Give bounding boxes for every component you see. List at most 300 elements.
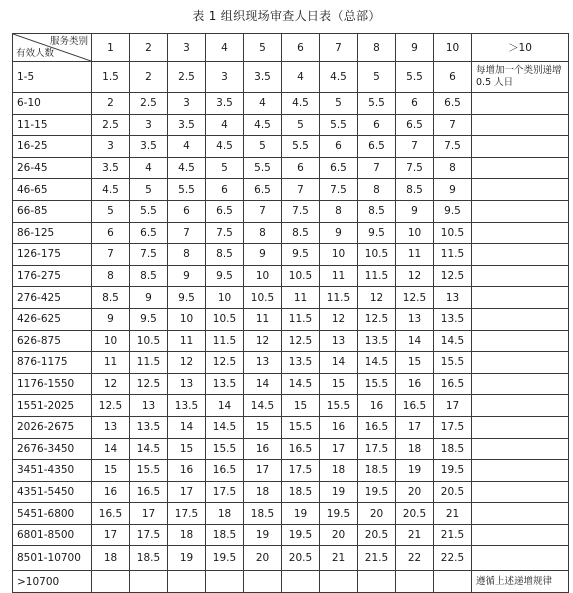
value-cell: 3.5 bbox=[206, 93, 244, 115]
value-cell: 3 bbox=[92, 136, 130, 158]
value-cell: 18 bbox=[206, 503, 244, 525]
value-cell: 7.5 bbox=[206, 222, 244, 244]
value-cell: 14 bbox=[206, 395, 244, 417]
value-cell: 18.5 bbox=[358, 460, 396, 482]
value-cell: 9.5 bbox=[130, 308, 168, 330]
value-cell: 4.5 bbox=[282, 93, 320, 115]
value-cell: 2.5 bbox=[92, 114, 130, 136]
value-cell: 19 bbox=[282, 503, 320, 525]
corner-bottom-label: 有效人数 bbox=[16, 48, 55, 59]
value-cell: 19 bbox=[320, 481, 358, 503]
value-cell: 18 bbox=[320, 460, 358, 482]
value-cell: 4.5 bbox=[92, 179, 130, 201]
value-cell: 8 bbox=[92, 265, 130, 287]
value-cell: 5 bbox=[92, 200, 130, 222]
value-cell: 13 bbox=[320, 330, 358, 352]
value-cell: 11 bbox=[244, 308, 282, 330]
value-cell: 7 bbox=[244, 200, 282, 222]
note-cell bbox=[472, 114, 569, 136]
row-label: 1551-2025 bbox=[13, 395, 92, 417]
value-cell: 2.5 bbox=[130, 93, 168, 115]
column-header: 5 bbox=[244, 34, 282, 62]
value-cell: 18 bbox=[396, 438, 434, 460]
value-cell: 16 bbox=[168, 460, 206, 482]
value-cell: 6.5 bbox=[396, 114, 434, 136]
value-cell: 14 bbox=[244, 373, 282, 395]
value-cell: 11 bbox=[92, 352, 130, 374]
value-cell: 10 bbox=[92, 330, 130, 352]
value-cell: 6.5 bbox=[130, 222, 168, 244]
note-cell bbox=[472, 157, 569, 179]
value-cell: 19 bbox=[396, 460, 434, 482]
value-cell: 7 bbox=[396, 136, 434, 158]
value-cell: 17 bbox=[244, 460, 282, 482]
value-cell: 21.5 bbox=[434, 524, 472, 546]
value-cell: 8.5 bbox=[282, 222, 320, 244]
value-cell: 14.5 bbox=[358, 352, 396, 374]
value-cell: 15.5 bbox=[130, 460, 168, 482]
value-cell: 15.5 bbox=[282, 416, 320, 438]
table-row bbox=[13, 460, 569, 482]
header-row bbox=[13, 34, 569, 62]
value-cell: 4 bbox=[282, 62, 320, 93]
value-cell: 16.5 bbox=[206, 460, 244, 482]
value-cell: 10.5 bbox=[244, 287, 282, 309]
value-cell: 14 bbox=[396, 330, 434, 352]
row-label: 1-5 bbox=[13, 62, 92, 93]
row-label: >10700 bbox=[13, 571, 92, 593]
value-cell: 14.5 bbox=[206, 416, 244, 438]
value-cell: 11.5 bbox=[282, 308, 320, 330]
value-cell: 19.5 bbox=[320, 503, 358, 525]
value-cell: 7.5 bbox=[396, 157, 434, 179]
table-row bbox=[13, 136, 569, 158]
value-cell: 17 bbox=[130, 503, 168, 525]
value-cell: 16 bbox=[244, 438, 282, 460]
note-cell bbox=[472, 179, 569, 201]
value-cell: 20 bbox=[396, 481, 434, 503]
value-cell: 13.5 bbox=[206, 373, 244, 395]
value-cell: 19.5 bbox=[358, 481, 396, 503]
value-cell: 4.5 bbox=[168, 157, 206, 179]
column-header: 3 bbox=[168, 34, 206, 62]
value-cell: 9.5 bbox=[434, 200, 472, 222]
corner-cell bbox=[13, 34, 92, 62]
value-cell: 16 bbox=[92, 481, 130, 503]
value-cell: 17.5 bbox=[282, 460, 320, 482]
value-cell bbox=[92, 571, 130, 593]
row-label: 26-45 bbox=[13, 157, 92, 179]
value-cell: 10 bbox=[206, 287, 244, 309]
note-cell bbox=[472, 524, 569, 546]
column-header: 7 bbox=[320, 34, 358, 62]
value-cell: 6.5 bbox=[244, 179, 282, 201]
value-cell: 9 bbox=[92, 308, 130, 330]
value-cell: 8.5 bbox=[92, 287, 130, 309]
value-cell: 13 bbox=[92, 416, 130, 438]
value-cell: 12 bbox=[168, 352, 206, 374]
value-cell: 16.5 bbox=[282, 438, 320, 460]
value-cell: 3.5 bbox=[130, 136, 168, 158]
note-cell bbox=[472, 308, 569, 330]
value-cell: 17.5 bbox=[168, 503, 206, 525]
value-cell: 18 bbox=[168, 524, 206, 546]
note-cell: 遵循上述递增规律 bbox=[472, 571, 569, 593]
table-row bbox=[13, 481, 569, 503]
value-cell: 2 bbox=[92, 93, 130, 115]
column-header: 4 bbox=[206, 34, 244, 62]
value-cell: 20.5 bbox=[396, 503, 434, 525]
value-cell: 11 bbox=[168, 330, 206, 352]
value-cell: 13.5 bbox=[358, 330, 396, 352]
note-cell bbox=[472, 503, 569, 525]
value-cell: 17.5 bbox=[206, 481, 244, 503]
value-cell: 15 bbox=[320, 373, 358, 395]
value-cell: 5 bbox=[206, 157, 244, 179]
column-header: 9 bbox=[396, 34, 434, 62]
row-label: 3451-4350 bbox=[13, 460, 92, 482]
value-cell: 9.5 bbox=[206, 265, 244, 287]
note-cell bbox=[472, 438, 569, 460]
value-cell: 1.5 bbox=[92, 62, 130, 93]
value-cell: 6.5 bbox=[206, 200, 244, 222]
value-cell: 5.5 bbox=[358, 93, 396, 115]
value-cell: 13.5 bbox=[168, 395, 206, 417]
table-row bbox=[13, 222, 569, 244]
value-cell: 19.5 bbox=[206, 546, 244, 571]
value-cell: 4 bbox=[244, 93, 282, 115]
row-label: 8501-10700 bbox=[13, 546, 92, 571]
value-cell bbox=[282, 571, 320, 593]
value-cell: 14 bbox=[92, 438, 130, 460]
value-cell: 4 bbox=[168, 136, 206, 158]
value-cell: 10 bbox=[396, 222, 434, 244]
value-cell: 13 bbox=[130, 395, 168, 417]
note-cell bbox=[472, 481, 569, 503]
value-cell: 9.5 bbox=[168, 287, 206, 309]
value-cell: 12 bbox=[244, 330, 282, 352]
value-cell: 11.5 bbox=[434, 244, 472, 266]
value-cell: 6 bbox=[206, 179, 244, 201]
value-cell: 14 bbox=[320, 352, 358, 374]
table-row bbox=[13, 244, 569, 266]
value-cell: 5 bbox=[320, 93, 358, 115]
value-cell: 19.5 bbox=[282, 524, 320, 546]
table-row bbox=[13, 438, 569, 460]
row-label: 66-85 bbox=[13, 200, 92, 222]
value-cell: 7.5 bbox=[320, 179, 358, 201]
value-cell: 5 bbox=[130, 179, 168, 201]
value-cell: 19 bbox=[168, 546, 206, 571]
value-cell: 20.5 bbox=[434, 481, 472, 503]
value-cell bbox=[434, 571, 472, 593]
value-cell: 7 bbox=[282, 179, 320, 201]
value-cell: 8.5 bbox=[396, 179, 434, 201]
value-cell: 15.5 bbox=[358, 373, 396, 395]
audit-man-days-table bbox=[12, 33, 569, 593]
value-cell: 2 bbox=[130, 62, 168, 93]
value-cell: 9 bbox=[396, 200, 434, 222]
value-cell: 4.5 bbox=[244, 114, 282, 136]
value-cell: 6.5 bbox=[320, 157, 358, 179]
value-cell: 13 bbox=[168, 373, 206, 395]
note-cell bbox=[472, 222, 569, 244]
value-cell: 3 bbox=[130, 114, 168, 136]
value-cell: 12 bbox=[358, 287, 396, 309]
value-cell: 5 bbox=[282, 114, 320, 136]
note-cell bbox=[472, 287, 569, 309]
value-cell bbox=[206, 571, 244, 593]
row-label: 86-125 bbox=[13, 222, 92, 244]
value-cell: 15.5 bbox=[206, 438, 244, 460]
value-cell: 8.5 bbox=[358, 200, 396, 222]
value-cell: 14.5 bbox=[282, 373, 320, 395]
value-cell: 16 bbox=[396, 373, 434, 395]
value-cell: 12.5 bbox=[396, 287, 434, 309]
value-cell: 10 bbox=[168, 308, 206, 330]
value-cell: 3.5 bbox=[92, 157, 130, 179]
row-label: 626-875 bbox=[13, 330, 92, 352]
value-cell: 17 bbox=[92, 524, 130, 546]
table-row bbox=[13, 330, 569, 352]
value-cell: 22.5 bbox=[434, 546, 472, 571]
row-label: 1176-1550 bbox=[13, 373, 92, 395]
value-cell: 11 bbox=[320, 265, 358, 287]
value-cell: 12 bbox=[92, 373, 130, 395]
value-cell bbox=[358, 571, 396, 593]
value-cell: 17.5 bbox=[358, 438, 396, 460]
note-cell bbox=[472, 460, 569, 482]
value-cell: 8 bbox=[244, 222, 282, 244]
value-cell: 5.5 bbox=[396, 62, 434, 93]
value-cell: 5.5 bbox=[320, 114, 358, 136]
row-label: 46-65 bbox=[13, 179, 92, 201]
value-cell: 6 bbox=[434, 62, 472, 93]
table-title: 表 1 组织现场审查人日表（总部） bbox=[192, 9, 381, 23]
value-cell: 10 bbox=[244, 265, 282, 287]
value-cell: 11 bbox=[396, 244, 434, 266]
value-cell: 16.5 bbox=[92, 503, 130, 525]
row-label: 426-625 bbox=[13, 308, 92, 330]
value-cell: 15 bbox=[282, 395, 320, 417]
row-label: 876-1175 bbox=[13, 352, 92, 374]
value-cell: 8 bbox=[168, 244, 206, 266]
value-cell: 16.5 bbox=[130, 481, 168, 503]
row-label: 126-175 bbox=[13, 244, 92, 266]
table-row bbox=[13, 571, 569, 593]
note-cell bbox=[472, 265, 569, 287]
value-cell: 15 bbox=[168, 438, 206, 460]
value-cell: 3 bbox=[206, 62, 244, 93]
value-cell: 9 bbox=[434, 179, 472, 201]
table-row bbox=[13, 200, 569, 222]
value-cell: 13.5 bbox=[130, 416, 168, 438]
value-cell: 4.5 bbox=[320, 62, 358, 93]
value-cell: 5 bbox=[244, 136, 282, 158]
value-cell: 20 bbox=[358, 503, 396, 525]
value-cell: 7 bbox=[168, 222, 206, 244]
value-cell: 11.5 bbox=[206, 330, 244, 352]
value-cell: 15.5 bbox=[434, 352, 472, 374]
table-body bbox=[13, 34, 569, 593]
value-cell: 20 bbox=[244, 546, 282, 571]
value-cell: 18.5 bbox=[434, 438, 472, 460]
value-cell: 6 bbox=[168, 200, 206, 222]
row-label: 6801-8500 bbox=[13, 524, 92, 546]
value-cell: 10.5 bbox=[358, 244, 396, 266]
value-cell: 4 bbox=[130, 157, 168, 179]
value-cell: 12.5 bbox=[130, 373, 168, 395]
table-row bbox=[13, 265, 569, 287]
row-label: 276-425 bbox=[13, 287, 92, 309]
value-cell: 8 bbox=[320, 200, 358, 222]
table-row bbox=[13, 546, 569, 571]
note-cell bbox=[472, 416, 569, 438]
column-header: 8 bbox=[358, 34, 396, 62]
value-cell: 21 bbox=[396, 524, 434, 546]
value-cell bbox=[168, 571, 206, 593]
corner-top-label: 服务类别 bbox=[49, 36, 88, 47]
value-cell: 14.5 bbox=[434, 330, 472, 352]
value-cell: 13.5 bbox=[434, 308, 472, 330]
note-cell bbox=[472, 395, 569, 417]
value-cell: 15.5 bbox=[320, 395, 358, 417]
value-cell: 3.5 bbox=[168, 114, 206, 136]
note-cell bbox=[472, 200, 569, 222]
value-cell: 6 bbox=[358, 114, 396, 136]
value-cell: 11.5 bbox=[358, 265, 396, 287]
value-cell: 10.5 bbox=[130, 330, 168, 352]
value-cell: 18.5 bbox=[130, 546, 168, 571]
value-cell: 8.5 bbox=[130, 265, 168, 287]
value-cell: 13 bbox=[396, 308, 434, 330]
value-cell: 6 bbox=[320, 136, 358, 158]
value-cell: 17.5 bbox=[130, 524, 168, 546]
value-cell: 17 bbox=[320, 438, 358, 460]
row-label: 4351-5450 bbox=[13, 481, 92, 503]
row-label: 176-275 bbox=[13, 265, 92, 287]
value-cell: 7.5 bbox=[130, 244, 168, 266]
value-cell: 7 bbox=[434, 114, 472, 136]
note-cell bbox=[472, 136, 569, 158]
value-cell: 9 bbox=[244, 244, 282, 266]
row-label: 2026-2675 bbox=[13, 416, 92, 438]
value-cell: 20.5 bbox=[282, 546, 320, 571]
value-cell: 8 bbox=[358, 179, 396, 201]
value-cell: 9 bbox=[168, 265, 206, 287]
note-cell bbox=[472, 93, 569, 115]
value-cell bbox=[320, 571, 358, 593]
value-cell: 5 bbox=[358, 62, 396, 93]
value-cell: 6 bbox=[282, 157, 320, 179]
value-cell: 7.5 bbox=[434, 136, 472, 158]
value-cell: 9 bbox=[130, 287, 168, 309]
value-cell: 14.5 bbox=[130, 438, 168, 460]
value-cell: 6.5 bbox=[358, 136, 396, 158]
value-cell: 18.5 bbox=[282, 481, 320, 503]
column-header: 10 bbox=[434, 34, 472, 62]
value-cell: 12.5 bbox=[358, 308, 396, 330]
note-cell: 每增加一个类别递增 0.5 人日 bbox=[472, 62, 569, 93]
value-cell bbox=[396, 571, 434, 593]
column-header: 1 bbox=[92, 34, 130, 62]
table-row bbox=[13, 62, 569, 93]
value-cell: 13 bbox=[434, 287, 472, 309]
column-header: 6 bbox=[282, 34, 320, 62]
value-cell: 7.5 bbox=[282, 200, 320, 222]
value-cell: 7 bbox=[358, 157, 396, 179]
value-cell: 6.5 bbox=[434, 93, 472, 115]
value-cell: 5.5 bbox=[282, 136, 320, 158]
table-row bbox=[13, 157, 569, 179]
table-row bbox=[13, 352, 569, 374]
value-cell: 10.5 bbox=[434, 222, 472, 244]
row-label: 6-10 bbox=[13, 93, 92, 115]
table-row bbox=[13, 179, 569, 201]
table-row bbox=[13, 308, 569, 330]
column-header: ＞10 bbox=[472, 34, 569, 62]
value-cell: 13.5 bbox=[282, 352, 320, 374]
value-cell: 16.5 bbox=[358, 416, 396, 438]
table-row bbox=[13, 503, 569, 525]
value-cell: 3 bbox=[168, 93, 206, 115]
value-cell: 15 bbox=[244, 416, 282, 438]
table-row bbox=[13, 114, 569, 136]
value-cell: 8.5 bbox=[206, 244, 244, 266]
value-cell: 16.5 bbox=[396, 395, 434, 417]
value-cell: 13 bbox=[244, 352, 282, 374]
value-cell: 21.5 bbox=[358, 546, 396, 571]
note-cell bbox=[472, 330, 569, 352]
table-row bbox=[13, 395, 569, 417]
value-cell: 18.5 bbox=[206, 524, 244, 546]
value-cell: 17 bbox=[434, 395, 472, 417]
note-cell bbox=[472, 244, 569, 266]
value-cell: 16 bbox=[320, 416, 358, 438]
column-header: 2 bbox=[130, 34, 168, 62]
value-cell: 5.5 bbox=[130, 200, 168, 222]
value-cell: 15 bbox=[396, 352, 434, 374]
value-cell: 20 bbox=[320, 524, 358, 546]
value-cell: 6 bbox=[396, 93, 434, 115]
value-cell: 17 bbox=[168, 481, 206, 503]
table-row bbox=[13, 524, 569, 546]
value-cell: 20.5 bbox=[358, 524, 396, 546]
value-cell: 12 bbox=[396, 265, 434, 287]
value-cell bbox=[130, 571, 168, 593]
value-cell: 12.5 bbox=[206, 352, 244, 374]
note-cell bbox=[472, 373, 569, 395]
value-cell: 5.5 bbox=[244, 157, 282, 179]
row-label: 11-15 bbox=[13, 114, 92, 136]
value-cell: 9.5 bbox=[282, 244, 320, 266]
value-cell: 11.5 bbox=[320, 287, 358, 309]
value-cell: 5.5 bbox=[168, 179, 206, 201]
value-cell: 12.5 bbox=[434, 265, 472, 287]
value-cell: 14 bbox=[168, 416, 206, 438]
value-cell: 16 bbox=[358, 395, 396, 417]
value-cell: 18 bbox=[244, 481, 282, 503]
value-cell: 6 bbox=[92, 222, 130, 244]
value-cell: 18 bbox=[92, 546, 130, 571]
row-label: 2676-3450 bbox=[13, 438, 92, 460]
table-row bbox=[13, 416, 569, 438]
value-cell: 19 bbox=[244, 524, 282, 546]
value-cell: 10.5 bbox=[206, 308, 244, 330]
value-cell: 7 bbox=[92, 244, 130, 266]
table-row bbox=[13, 93, 569, 115]
value-cell: 22 bbox=[396, 546, 434, 571]
